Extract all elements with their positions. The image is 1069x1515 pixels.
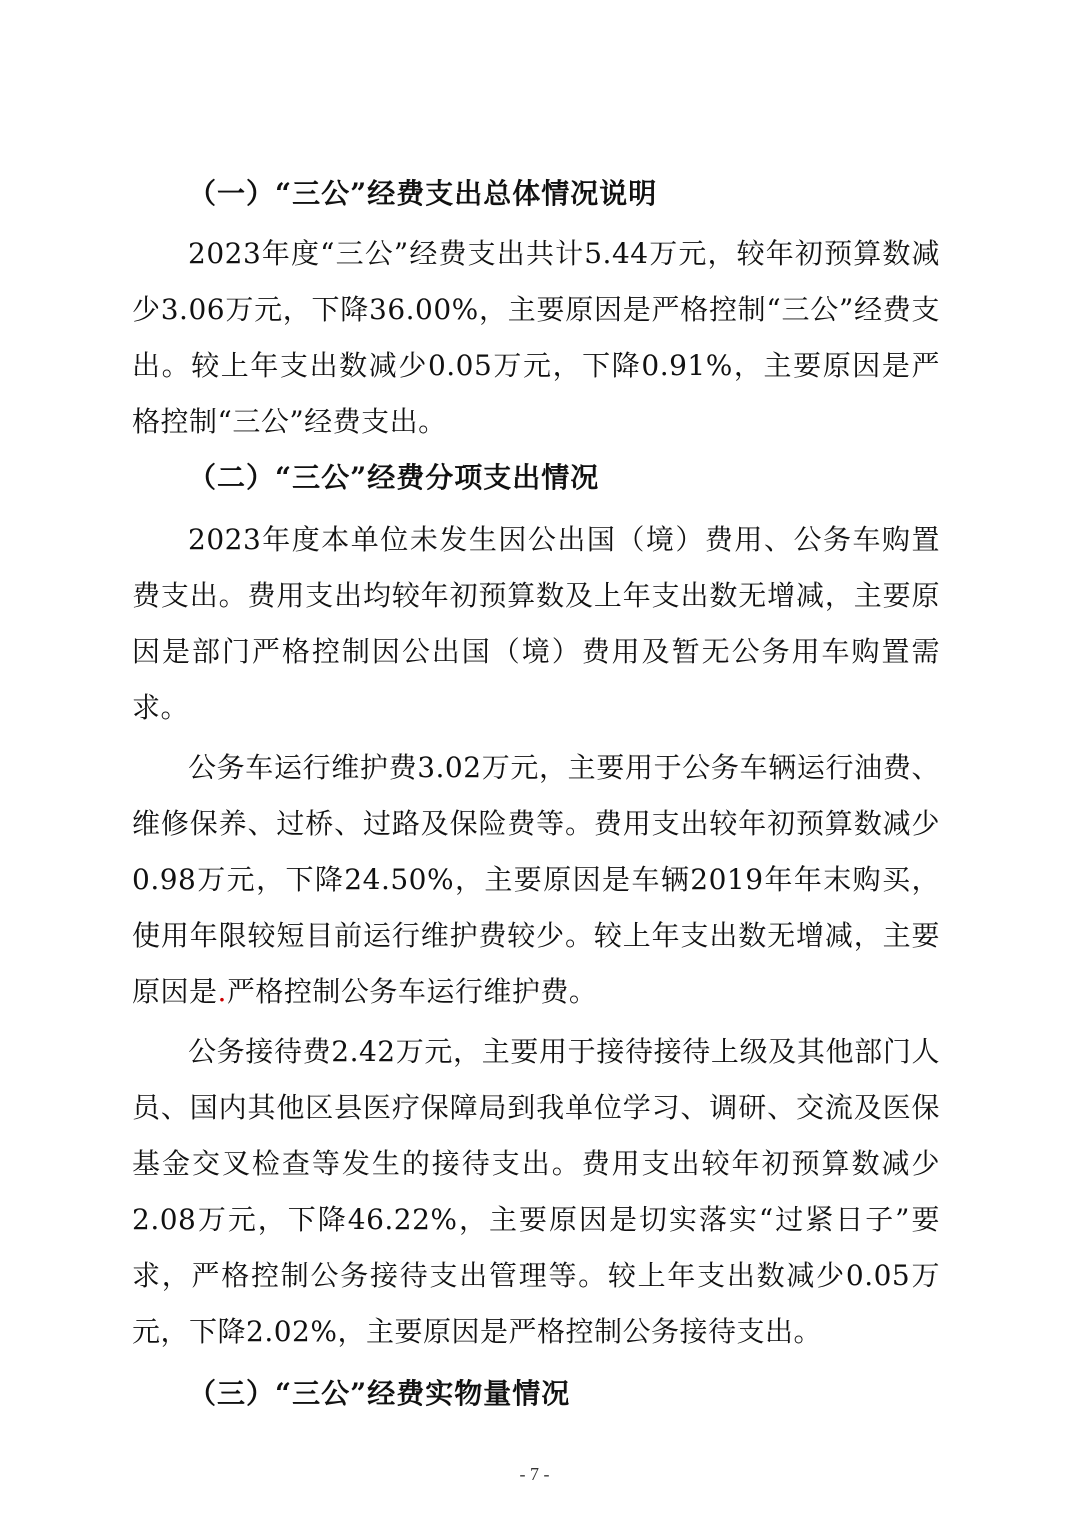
section-heading-2: （二）“三公”经费分项支出情况 [188,461,600,494]
paragraph-overseas-vehicle-purchase: 2023年度本单位未发生因公出国（境）费用、公务车购置费支出。费用支出均较年初预算数及上年支出数无增减，主要原因是部门严格控制因公出国（境）费用及暂无公务用车购置需求。 [132,523,940,724]
paragraph-vehicle-maintenance [132,740,940,1020]
page-number: - 7 - [519,1464,550,1484]
section-heading-1: （一）“三公”经费支出总体情况说明 [188,177,658,210]
vehicle-maintenance-text: 公务车运行维护费3.02万元，主要用于公务车辆运行油费、维修保养、过桥、过路及保险费等。费用支出较年初预算数减少0.98万元，下降24.50%，主要原因是车辆2019年年末购买，使用年限较短目前运行维护费较少。较上年支出数无增减，主要原因是 [132,751,940,1008]
document-body [132,162,940,1422]
vehicle-maintenance-tail: 严格控制公务车运行维护费。 [226,975,598,1008]
section-heading-3: （三）“三公”经费实物量情况 [188,1377,571,1410]
red-period-mark: . [217,975,227,1008]
paragraph-total-expense: 2023年度“三公”经费支出共计5.44万元，较年初预算数减少3.06万元，下降36.00%，主要原因是严格控制“三公”经费支出。较上年支出数减少0.05万元，下降0.91%，主要原因是严格控制“三公”经费支出。 [132,237,940,438]
paragraph-reception-expense: 公务接待费2.42万元，主要用于接待接待上级及其他部门人员、国内其他区县医疗保障局到我单位学习、调研、交流及医保基金交叉检查等发生的接待支出。费用支出较年初预算数减少2.08万元，下降46.22%，主要原因是切实落实“过紧日子”要求，严格控制公务接待支出管理等。较上年支出数减少0.05万元，下降2.02%，主要原因是严格控制公务接待支出。 [132,1035,940,1348]
